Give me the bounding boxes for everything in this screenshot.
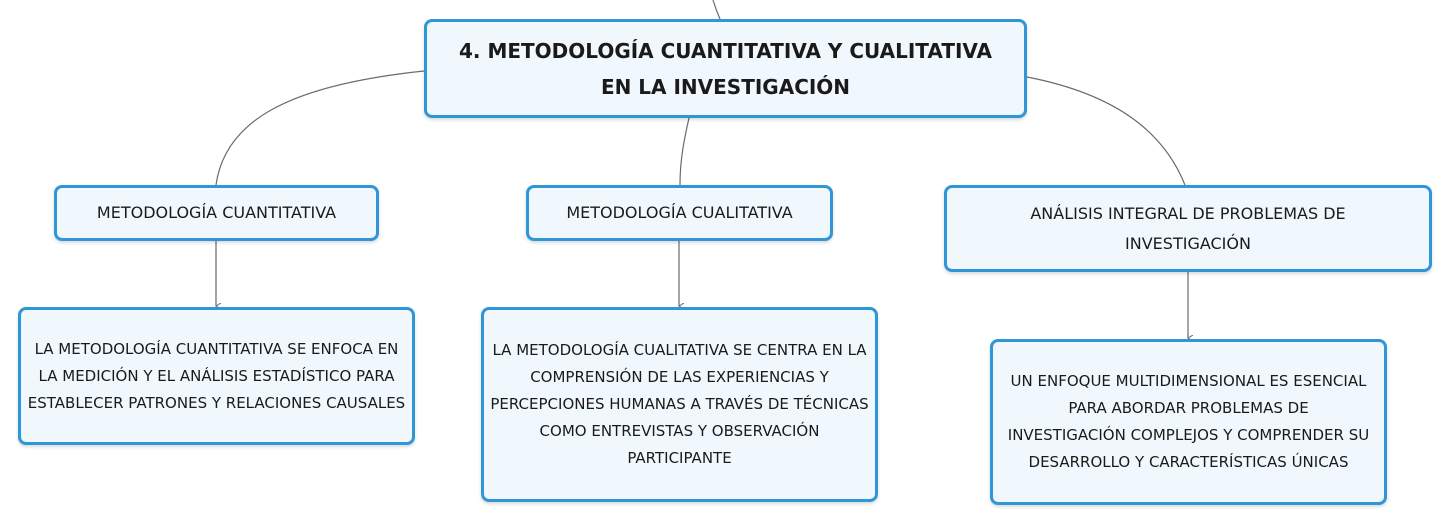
detail-text-analisis-integral: UN ENFOQUE MULTIDIMENSIONAL ES ESENCIAL PARA ABORDAR PROBLEMAS DE INVESTIGACIÓN COMPLEJOS Y COMPRENDER SU DESARROLLO Y CARACTERÍSTICAS ÚNICAS	[1007, 372, 1370, 471]
topic-node-analisis-integral[interactable]	[944, 185, 1432, 272]
connector-central-to-analisis	[1027, 77, 1185, 185]
detail-text-cuantitativa: LA METODOLOGÍA CUANTITATIVA SE ENFOCA EN LA MEDICIÓN Y EL ANÁLISIS ESTADÍSTICO PARA ESTABLECER PATRONES Y RELACIONES CAUSALES	[27, 339, 406, 412]
central-topic-title: 4. METODOLOGÍA CUANTITATIVA Y CUALITATIVA EN LA INVESTIGACIÓN	[459, 38, 992, 99]
topic-label-analisis-integral: ANÁLISIS INTEGRAL DE PROBLEMAS DE INVESTIGACIÓN	[1030, 203, 1346, 253]
detail-node-cualitativa[interactable]	[481, 307, 878, 502]
connector-central-to-cuantitativa	[216, 71, 424, 185]
detail-text-cualitativa: LA METODOLOGÍA CUALITATIVA SE CENTRA EN LA COMPRENSIÓN DE LAS EXPERIENCIAS Y PERCEPCIONES HUMANAS A TRAVÉS DE TÉCNICAS COMO ENTREVISTAS Y OBSERVACIÓN PARTICIPANTE	[490, 341, 869, 467]
topic-node-cualitativa[interactable]	[526, 185, 833, 241]
topic-node-cuantitativa[interactable]	[54, 185, 379, 241]
connector-parent-to-central	[713, 0, 720, 19]
detail-node-cuantitativa[interactable]	[18, 307, 415, 445]
topic-label-cualitativa: METODOLOGÍA CUALITATIVA	[566, 203, 793, 222]
detail-node-analisis-integral[interactable]	[990, 339, 1387, 505]
central-topic-node[interactable]	[424, 19, 1027, 118]
topic-label-cuantitativa: METODOLOGÍA CUANTITATIVA	[96, 203, 337, 222]
connector-central-to-cualitativa	[680, 118, 689, 185]
